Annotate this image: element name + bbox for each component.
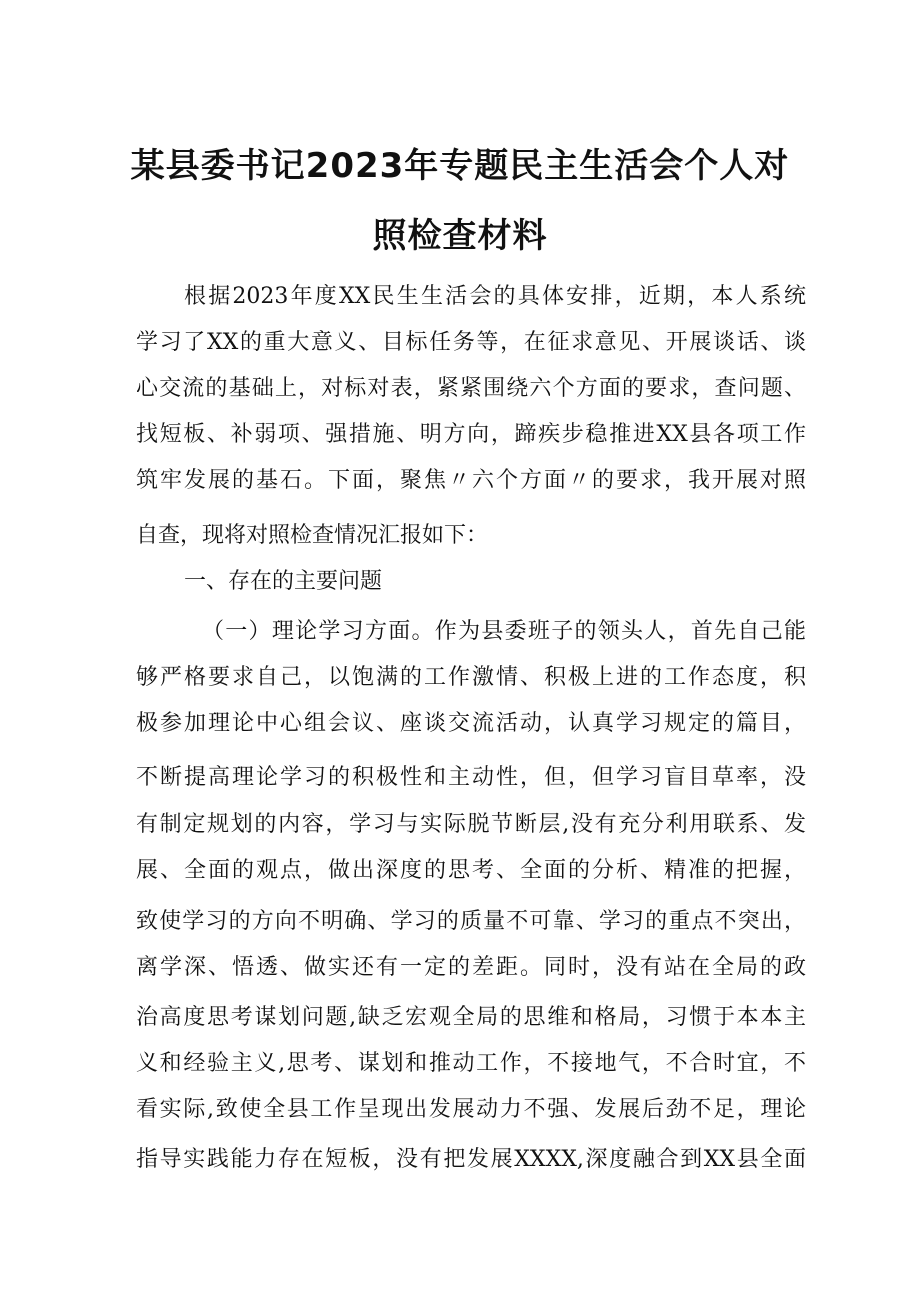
body-paragraph-line: （一）理论学习方面。作为县委班子的领头人，首先自己能 (202, 619, 806, 644)
body-paragraph-line: 够严格要求自己，以饱满的工作激情、积极上进的工作态度，积 (136, 665, 806, 690)
body-paragraph-line: 看实际,致使全县工作呈现出发展动力不强、发展后劲不足，理论 (136, 1097, 806, 1122)
document-title-line-2: 照检查材料 (372, 216, 548, 256)
body-paragraph-line: 义和经验主义,思考、谋划和推动工作，不接地气，不合时宜，不 (136, 1051, 806, 1076)
intro-paragraph-line: 学习了XX的重大意义、目标任务等，在征求意见、开展谈话、谈 (136, 330, 806, 355)
body-paragraph-line: 不断提高理论学习的积极性和主动性，但，但学习盲目草率，没 (136, 765, 806, 790)
body-paragraph-line: 展、全面的观点，做出深度的思考、全面的分析、精准的把握， (136, 858, 806, 883)
intro-paragraph-line: 根据2023年度XX民生生活会的具体安排，近期，本人系统 (184, 284, 806, 309)
intro-paragraph-line: 自查，现将对照检查情况汇报如下： (136, 523, 489, 548)
body-paragraph-line: 极参加理论中心组会议、座谈交流活动，认真学习规定的篇目， (136, 711, 806, 736)
body-paragraph-line: 治高度思考谋划问题,缺乏宏观全局的思维和格局，习惯于本本主 (136, 1005, 806, 1030)
intro-paragraph-line: 筑牢发展的基石。下面，聚焦〃六个方面〃的要求，我开展对照 (136, 468, 806, 493)
section-heading: 一、存在的主要问题 (184, 569, 383, 594)
body-paragraph-line: 致使学习的方向不明确、学习的质量不可靠、学习的重点不突出， (136, 909, 806, 934)
body-paragraph-line: 离学深、悟透、做实还有一定的差距。同时，没有站在全局的政 (136, 955, 806, 980)
body-paragraph-line: 有制定规划的内容，学习与实际脱节断层,没有充分利用联系、发 (136, 812, 806, 837)
body-paragraph-line: 指导实践能力存在短板，没有把发展XXXX,深度融合到XX县全面 (136, 1147, 806, 1172)
intro-paragraph-line: 心交流的基础上，对标对表，紧紧围绕六个方面的要求，查问题、 (136, 376, 806, 401)
document-title-line-1: 某县委书记2023年专题民主生活会个人对 (130, 146, 790, 186)
intro-paragraph-line: 找短板、补弱项、强措施、明方向，蹄疾步稳推进XX县各项工作 (136, 422, 806, 447)
